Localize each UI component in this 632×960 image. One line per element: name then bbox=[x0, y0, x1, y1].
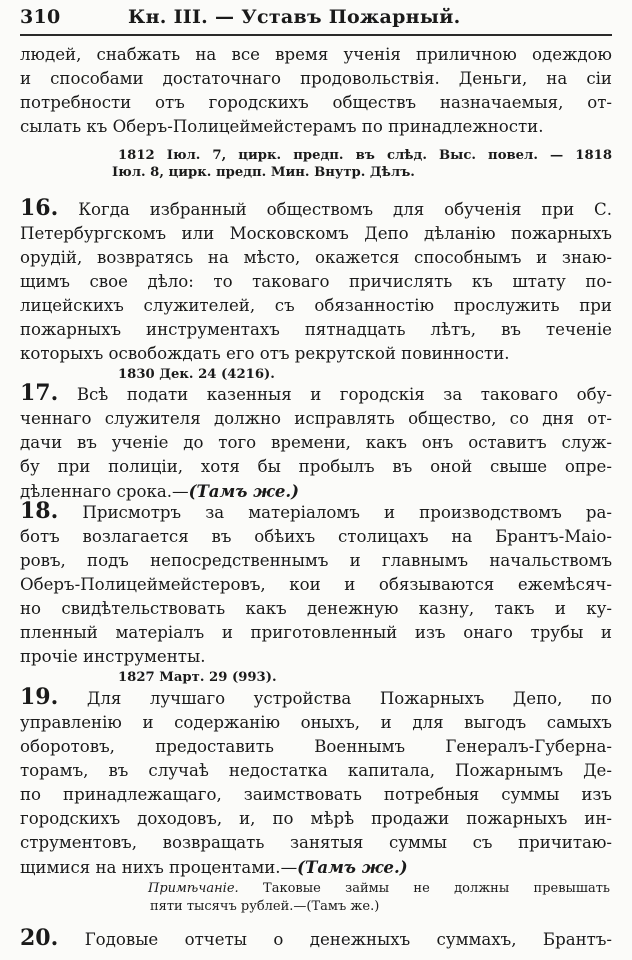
running-title: Кн. III. — Уставъ Пожарный. bbox=[128, 6, 461, 28]
note-label: Примѣчаніе. bbox=[148, 881, 239, 896]
article-19-line: управленію и содержанію оныхъ, и для выгодъ самыхъ bbox=[20, 713, 612, 732]
reference: (Тамъ же.) bbox=[297, 857, 408, 877]
article-16-citation: 1830 Дек. 24 (4216). bbox=[118, 367, 275, 382]
note-text: Таковые займы не должны превышать bbox=[263, 881, 610, 896]
article-18-line: прочіе инструменты. bbox=[20, 647, 206, 666]
article-19-last-line bbox=[20, 855, 612, 879]
article-16-line: орудій, возвратясь на мѣсто, окажется способнымъ и знаю- bbox=[20, 248, 612, 267]
article-text: Для лучшаго устройства Пожарныхъ Депо, по bbox=[86, 689, 612, 708]
article-18-line: ботъ возлагается въ обѣихъ столицахъ на Брантъ-Маіо- bbox=[20, 527, 612, 546]
article-19-line: торамъ, въ случаѣ недостатка капитала, Пожарнымъ Де- bbox=[20, 761, 612, 780]
intro-citation: Іюл. 8, цирк. предп. Мин. Внутр. Дѣлъ. bbox=[112, 165, 415, 180]
article-16-line: пожарныхъ инструментахъ пятнадцать лѣтъ, въ теченіе bbox=[20, 320, 612, 339]
article-18-line: ровъ, подъ непосредственнымъ и главнымъ начальствомъ bbox=[20, 551, 612, 570]
intro-line: сылать къ Оберъ-Полицеймейстерамъ по принадлежности. bbox=[20, 117, 544, 136]
reference: (Тамъ же.) bbox=[188, 481, 300, 501]
article-17-line: дачи въ ученіе до того времени, какъ онъ оставитъ служ- bbox=[20, 433, 612, 452]
article-18-line: пленный матеріалъ и приготовленный изъ онаго трубы и bbox=[20, 623, 612, 642]
article-text: Присмотръ за матеріаломъ и производствомъ ра- bbox=[82, 503, 612, 522]
article-16-line: щимъ свое дѣло: то таковаго причислять къ штату по- bbox=[20, 272, 612, 291]
article-text: дѣленнаго срока.— bbox=[20, 482, 189, 501]
article-19-note bbox=[148, 879, 610, 899]
article-19-line: по принадлежащаго, заимствовать потребныя суммы изъ bbox=[20, 785, 612, 804]
article-19-line: городскихъ доходовъ, и, по мѣрѣ продажи пожарныхъ ин- bbox=[20, 809, 612, 828]
article-19-first-line bbox=[20, 683, 612, 711]
article-17-line: ченнаго служителя должно исправлять общество, со дня от- bbox=[20, 409, 612, 428]
article-number: 19. bbox=[20, 684, 59, 710]
intro-line: потребности отъ городскихъ обществъ назначаемыя, от- bbox=[20, 93, 612, 112]
page-header bbox=[20, 6, 610, 34]
article-number: 16. bbox=[20, 195, 59, 221]
page-number: 310 bbox=[20, 6, 61, 28]
article-16-line: Петербургскомъ или Московскомъ Депо дѣланію пожарныхъ bbox=[20, 224, 612, 243]
article-text: Когда избранный обществомъ для обученія при С. bbox=[78, 200, 612, 219]
article-16-line: лицейскихъ служителей, съ обязанностію прослужить при bbox=[20, 296, 612, 315]
article-17-line: бу при полиціи, хотя бы пробылъ въ оной свыше опре- bbox=[20, 457, 612, 476]
article-number: 18. bbox=[20, 498, 59, 524]
article-18-line: Оберъ-Полицеймейстеровъ, кои и обязываются ежемѣсяч- bbox=[20, 575, 612, 594]
article-text: щимися на нихъ процентами.— bbox=[20, 858, 298, 877]
intro-line: людей, снабжать на все время ученія приличною одеждою bbox=[20, 45, 612, 64]
article-text: Всѣ подати казенныя и городскія за таковаго обу- bbox=[76, 385, 612, 404]
article-18-citation: 1827 Март. 29 (993). bbox=[118, 670, 277, 685]
article-19-line: струментовъ, возвращать занятыя суммы съ причитаю- bbox=[20, 833, 612, 852]
article-16-first-line bbox=[20, 194, 612, 222]
article-number: 17. bbox=[20, 380, 59, 406]
article-17-first-line bbox=[20, 379, 612, 407]
article-20-first-line bbox=[20, 924, 612, 952]
article-19-note-line: пяти тысячъ рублей.—(Тамъ же.) bbox=[150, 899, 380, 914]
header-rule bbox=[20, 34, 612, 36]
article-16-line: которыхъ освобождать его отъ рекрутской повинности. bbox=[20, 344, 510, 363]
article-19-line: оборотовъ, предоставить Военнымъ Генералъ-Губерна- bbox=[20, 737, 612, 756]
article-number: 20. bbox=[20, 925, 59, 951]
article-18-first-line bbox=[20, 497, 612, 525]
article-18-line: но свидѣтельствовать какъ денежную казну, такъ и ку- bbox=[20, 599, 612, 618]
article-text: Годовые отчеты о денежныхъ суммахъ, Брантъ- bbox=[84, 930, 612, 949]
intro-citation: 1812 Іюл. 7, цирк. предп. въ слѣд. Выс. повел. — 1818 bbox=[118, 148, 612, 163]
intro-line: и способами достаточнаго продовольствія. Деньги, на сіи bbox=[20, 69, 612, 88]
